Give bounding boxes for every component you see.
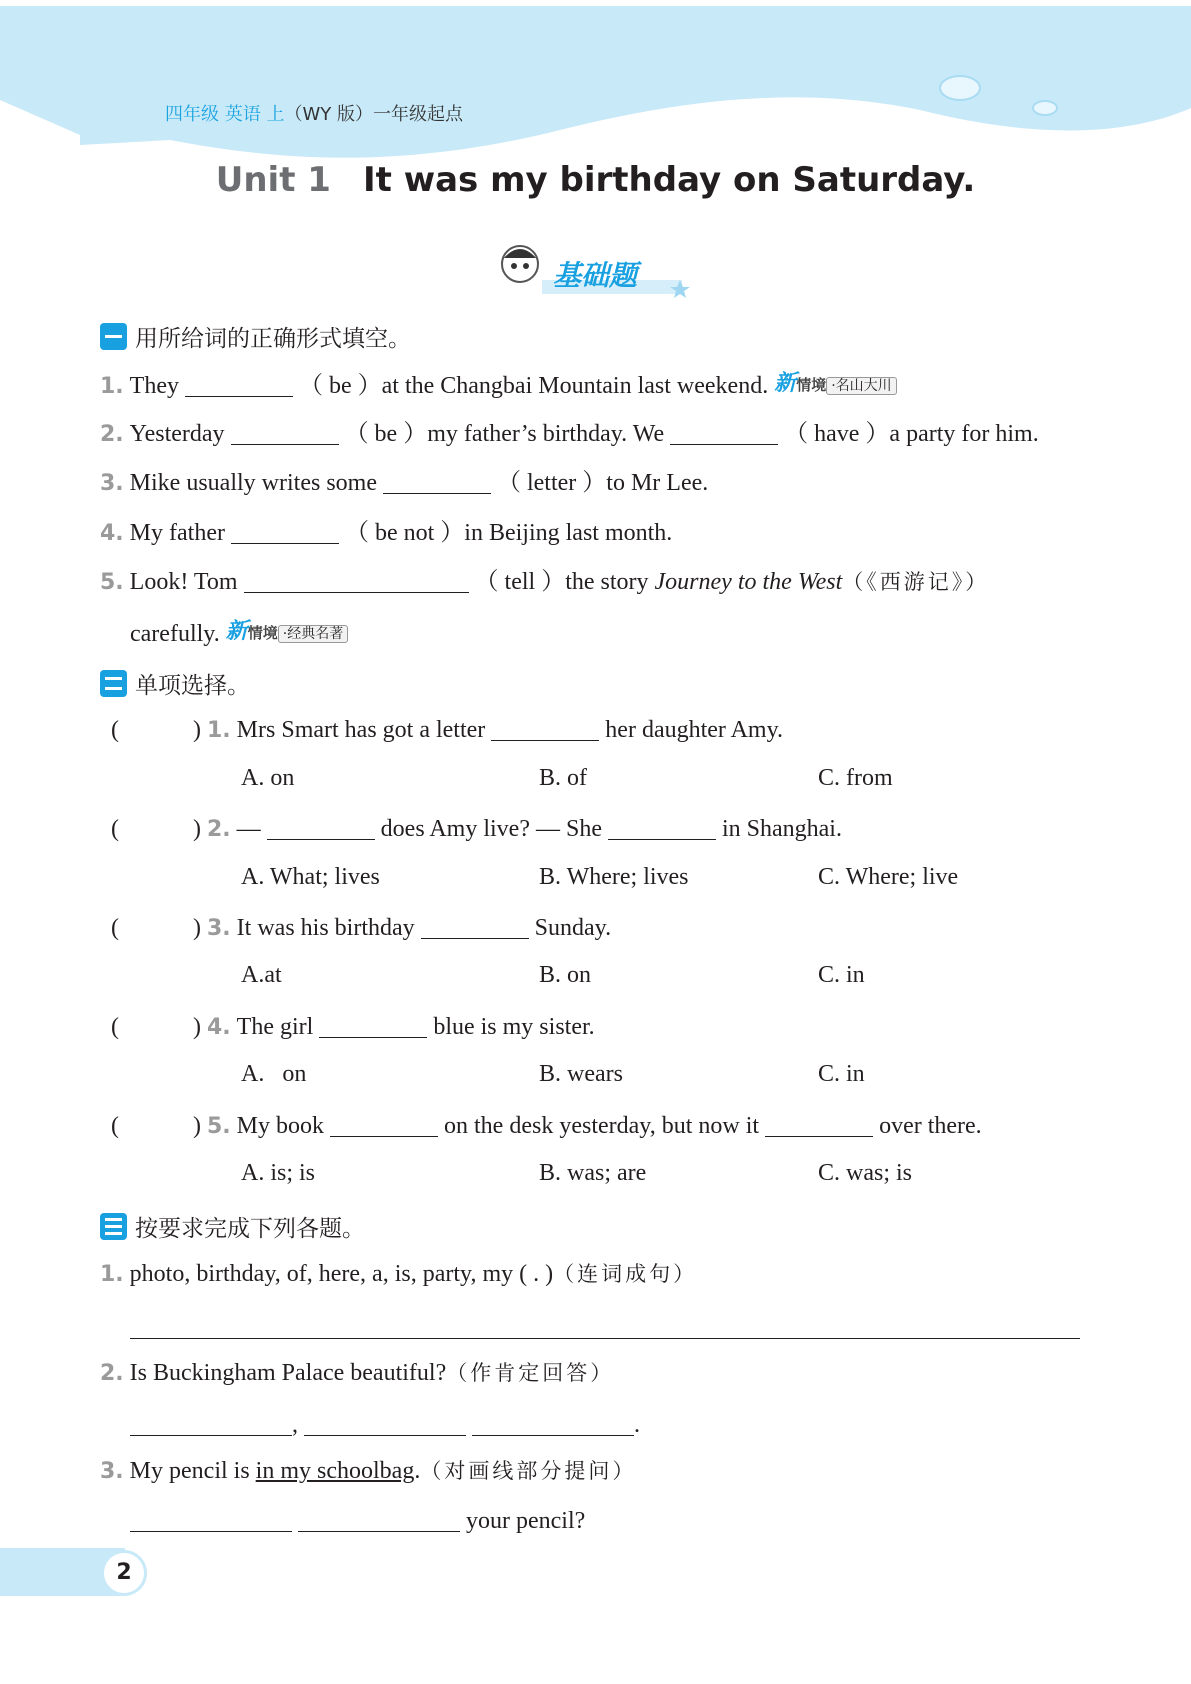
task-question-1 xyxy=(100,1259,697,1290)
option-b[interactable]: B. of xyxy=(539,765,587,791)
q-text: Mike usually writes some xyxy=(129,470,377,496)
q-text: The girl xyxy=(236,1014,314,1040)
page-number: 2 xyxy=(101,1550,147,1596)
section-title: 用所给词的正确形式填空。 xyxy=(135,326,411,352)
q-num: 2. xyxy=(207,817,231,842)
tag-new: 新 xyxy=(225,619,248,644)
q-text: It was his birthday xyxy=(236,915,415,941)
answer-blank[interactable] xyxy=(130,1411,292,1436)
q-text: Mrs Smart has got a letter xyxy=(236,717,486,743)
option-a[interactable]: A. is; is xyxy=(241,1160,316,1186)
option-c[interactable]: C. in xyxy=(818,962,865,988)
answer-blank[interactable] xyxy=(670,420,778,445)
fill-question-4 xyxy=(100,518,672,549)
q-text: （ letter ）to Mr Lee. xyxy=(496,470,709,496)
punct: . xyxy=(634,1412,640,1438)
mc-question-2: ( ) 2. — does Amy live? — She in Shanghai. xyxy=(111,816,842,842)
section-number-icon xyxy=(100,670,127,697)
fill-question-2 xyxy=(100,419,1039,450)
answer-blank[interactable] xyxy=(421,914,529,939)
numeral-stroke xyxy=(105,1232,122,1235)
q-num: 4. xyxy=(100,521,124,546)
option-c[interactable]: C. in xyxy=(818,1061,865,1087)
book-header xyxy=(165,100,463,126)
answer-blank[interactable] xyxy=(472,1411,634,1436)
unit-title xyxy=(0,160,1191,200)
q-text: does Amy live? — She xyxy=(380,816,602,842)
answer-paren[interactable]: ( xyxy=(111,816,119,842)
q-text: My father xyxy=(129,520,225,546)
q-note: （连词成句） xyxy=(553,1262,698,1286)
section-1-heading xyxy=(100,320,411,353)
tag-new: 新 xyxy=(774,371,797,396)
option-b[interactable]: B. was; are xyxy=(539,1160,647,1186)
answer-blank[interactable] xyxy=(185,372,293,397)
q-text: They xyxy=(129,373,179,399)
q-text: （ be ）my father’s birthday. We xyxy=(344,421,665,447)
task-answer-2 xyxy=(130,1410,640,1440)
context-tag xyxy=(226,617,348,649)
option-a[interactable]: A. What; lives xyxy=(241,864,380,890)
q-text: in Shanghai. xyxy=(721,816,842,842)
unit-title-text: It was my birthday on Saturday. xyxy=(362,160,976,200)
tag-ctx: 情境 xyxy=(247,624,278,642)
q-text: （ be ）at the Changbai Mountain last weekend. xyxy=(298,373,769,399)
mc-question-3: ( ) 3. It was his birthday Sunday. xyxy=(111,915,612,941)
q-text: （ be not ）in Beijing last month. xyxy=(344,520,673,546)
answer-blank[interactable] xyxy=(383,469,491,494)
option-c[interactable]: C. from xyxy=(818,765,893,791)
q-num: 1. xyxy=(100,374,124,399)
q-num: 1. xyxy=(207,718,231,743)
q-text: （ tell ）the story xyxy=(474,569,649,595)
q-num: 2. xyxy=(100,422,124,447)
fill-question-5 xyxy=(100,567,989,598)
section-title: 按要求完成下列各题。 xyxy=(135,1216,365,1242)
q-text: blue is my sister. xyxy=(433,1014,595,1040)
q-num: 4. xyxy=(207,1015,231,1040)
q-text: — xyxy=(236,816,261,842)
option-b[interactable]: B. Where; lives xyxy=(539,864,689,890)
q-num: 5. xyxy=(100,570,124,595)
answer-blank[interactable] xyxy=(130,1507,292,1532)
q-text: carefully. xyxy=(130,621,220,647)
q-text: My book xyxy=(236,1113,325,1139)
tag-ctx: 情境 xyxy=(796,376,827,394)
numeral-stroke xyxy=(105,677,122,680)
q-text: over there. xyxy=(879,1113,982,1139)
answer-blank[interactable] xyxy=(298,1507,460,1532)
numeral-stroke xyxy=(105,1225,122,1228)
q-text: photo, birthday, of, here, a, is, party, my ( . ) xyxy=(129,1261,554,1287)
q-text: . xyxy=(414,1458,421,1484)
option-b[interactable]: B. on xyxy=(539,962,592,988)
task-answer-3 xyxy=(130,1506,585,1536)
punct: , xyxy=(292,1412,298,1438)
q-num: 1. xyxy=(100,1262,124,1287)
q-text: Sunday. xyxy=(534,915,612,941)
mc-question-1: ( ) 1. Mrs Smart has got a letter her daughter Amy. xyxy=(111,717,784,743)
answer-blank[interactable] xyxy=(231,519,339,544)
answer-blank[interactable] xyxy=(304,1411,466,1436)
q-text: Is Buckingham Palace beautiful? xyxy=(129,1360,447,1386)
section-2-heading xyxy=(100,667,250,700)
answer-blank[interactable] xyxy=(765,1112,873,1137)
tag-label: ·经典名著 xyxy=(278,625,348,643)
numeral-stroke xyxy=(105,1218,122,1221)
q-text: Yesterday xyxy=(129,421,225,447)
answer-blank[interactable] xyxy=(608,815,716,840)
answer-blank[interactable] xyxy=(330,1112,438,1137)
grade-subject: 四年级 英语 上 xyxy=(165,104,285,125)
edition: （WY 版）一年级起点 xyxy=(284,104,463,125)
answer-blank[interactable] xyxy=(231,420,339,445)
section-badge: 基础题 xyxy=(553,259,638,292)
q-num: 5. xyxy=(207,1114,231,1139)
option-a[interactable]: A.at xyxy=(241,962,282,988)
q-text: （ have ）a party for him. xyxy=(784,421,1039,447)
unit-number: Unit 1 xyxy=(215,160,331,200)
option-a[interactable]: A. on xyxy=(241,1061,307,1087)
q-num: 3. xyxy=(100,471,124,496)
q-num: 2. xyxy=(100,1361,124,1386)
fill-question-3 xyxy=(100,468,708,499)
answer-paren[interactable]: ( xyxy=(111,717,119,743)
underlined-phrase: in my schoolbag xyxy=(255,1458,415,1484)
header-wave-background xyxy=(0,0,1191,170)
context-tag xyxy=(774,369,896,401)
fill-question-5-cont xyxy=(130,617,348,649)
option-c[interactable]: C. Where; live xyxy=(818,864,959,890)
section-3-heading xyxy=(100,1210,365,1243)
section-number-icon xyxy=(100,323,127,350)
task-question-3 xyxy=(100,1456,636,1487)
answer-paren[interactable]: ( xyxy=(111,915,119,941)
q-text: her daughter Amy. xyxy=(605,717,784,743)
q-num: 3. xyxy=(100,1459,124,1484)
answer-line[interactable] xyxy=(130,1338,1080,1339)
task-question-2 xyxy=(100,1358,614,1389)
q-text: My pencil is xyxy=(129,1458,250,1484)
section-number-icon xyxy=(100,1213,127,1240)
answer-blank[interactable] xyxy=(319,1013,427,1038)
fill-question-1 xyxy=(100,369,897,402)
option-c[interactable]: C. was; is xyxy=(818,1160,913,1186)
q-text: your pencil? xyxy=(466,1508,586,1534)
q-text: on the desk yesterday, but now it xyxy=(444,1113,760,1139)
option-a[interactable]: A. on xyxy=(241,765,295,791)
answer-blank[interactable] xyxy=(491,716,599,741)
answer-paren[interactable]: ( xyxy=(111,1014,119,1040)
mc-question-4: ( ) 4. The girl blue is my sister. xyxy=(111,1014,595,1040)
answer-blank[interactable] xyxy=(267,815,375,840)
q-note: （对画线部分提问） xyxy=(420,1459,637,1483)
book-title: Journey to the West xyxy=(654,569,843,595)
numeral-stroke xyxy=(105,335,122,338)
option-b[interactable]: B. wears xyxy=(539,1061,623,1087)
q-num: 3. xyxy=(207,916,231,941)
mc-question-5: ( ) 5. My book on the desk yesterday, but now it over there. xyxy=(111,1113,982,1139)
q-text: （《西游记》） xyxy=(842,570,990,594)
numeral-stroke xyxy=(105,687,122,690)
q-text: Look! Tom xyxy=(129,569,238,595)
answer-blank[interactable] xyxy=(244,568,469,593)
answer-paren[interactable]: ( xyxy=(111,1113,119,1139)
tag-label: ·名山大川 xyxy=(826,377,896,395)
section-title: 单项选择。 xyxy=(135,673,250,699)
q-note: （作肯定回答） xyxy=(446,1361,615,1385)
